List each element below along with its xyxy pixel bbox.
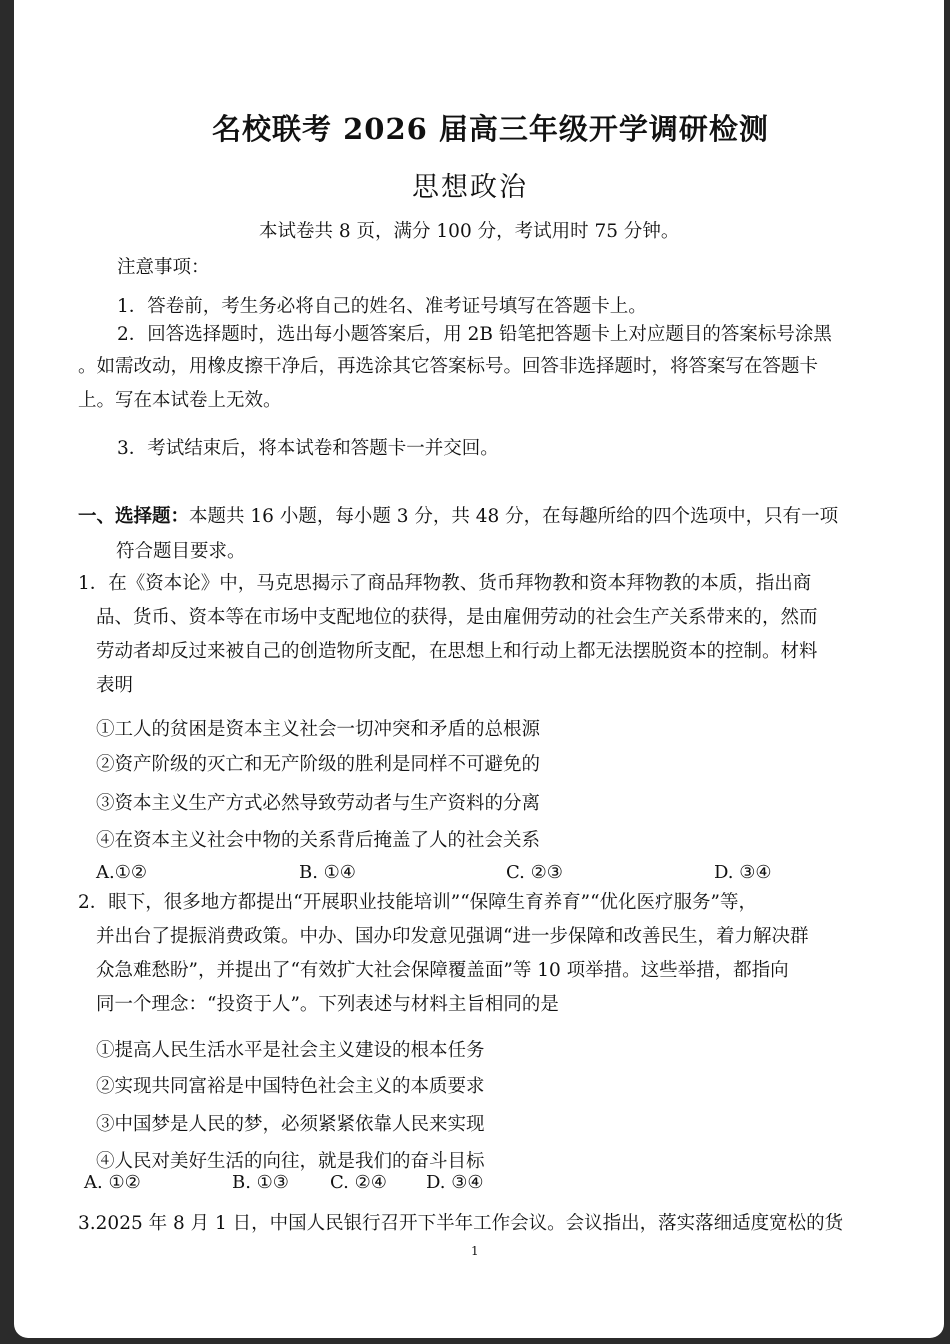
subject-title: 思想政治: [412, 172, 528, 203]
page-number: 1: [471, 1244, 479, 1258]
exam-info: 本试卷共 8 页，满分 100 分，考试用时 75 分钟。: [259, 221, 680, 242]
q1-option-a: A.①②: [96, 862, 147, 883]
q1-option-b: B. ①④: [299, 862, 356, 883]
q2-option-a: A. ①②: [84, 1172, 141, 1193]
q1-stem-line-1: 1．在《资本论》中，马克思揭示了商品拜物教、货币拜物教和资本拜物教的本质，指出商: [78, 573, 812, 594]
notice-item-2-cont: 。如需改动，用橡皮擦干净后，再选涂其它答案标号。回答非选择题时，将答案写在答题卡: [78, 356, 819, 377]
q2-stem-line-4: 同一个理念：“投资于人”。下列表述与材料主旨相同的是: [96, 994, 559, 1015]
q3-stem-line-1: 3.2025 年 8 月 1 日，中国人民银行召开下半年工作会议。会议指出，落实落细适度宽松的货: [78, 1213, 844, 1234]
notice-item-2-end: 上。写在本试卷上无效。: [78, 390, 282, 411]
q1-stem-line-3: 劳动者却反过来被自己的创造物所支配，在思想上和行动上都无法摆脱资本的控制。材料: [96, 641, 818, 662]
q1-stem-line-4: 表明: [96, 675, 134, 696]
notice-item-3: 3．考试结束后，将本试卷和答题卡一并交回。: [117, 438, 499, 459]
section-text-cont: 符合题目要求。: [116, 541, 246, 562]
section-heading: [78, 502, 838, 528]
q1-statement-3: ③资本主义生产方式必然导致劳动者与生产资料的分离: [96, 793, 541, 814]
notice-item-2: 2．回答选择题时，选出每小题答案后，用 2B 铅笔把答题卡上对应题目的答案标号涂黑: [117, 324, 832, 345]
q2-statement-4: ④人民对美好生活的向往，就是我们的奋斗目标: [96, 1151, 485, 1172]
q2-option-d: D. ③④: [426, 1172, 484, 1193]
q2-statement-1: ①提高人民生活水平是社会主义建设的根本任务: [96, 1040, 485, 1061]
q1-stem-line-2: 品、货币、资本等在市场中支配地位的获得，是由雇佣劳动的社会生产关系带来的，然而: [96, 607, 818, 628]
q2-statement-2: ②实现共同富裕是中国特色社会主义的本质要求: [96, 1076, 485, 1097]
q2-stem-line-3: 众急难愁盼”，并提出了“有效扩大社会保障覆盖面”等 10 项举措。这些举措，都指向: [96, 960, 789, 981]
q2-stem-line-2: 并出台了提振消费政策。中办、国办印发意见强调“进一步保障和改善民生，着力解决群: [96, 926, 809, 947]
q2-statement-3: ③中国梦是人民的梦，必须紧紧依靠人民来实现: [96, 1114, 485, 1135]
section-label: 一、选择题：: [78, 506, 190, 527]
exam-title: 名校联考 2026 届高三年级开学调研检测: [212, 112, 769, 146]
q2-stem-line-1: 2．眼下，很多地方都提出“开展职业技能培训”“保障生育养育”“优化医疗服务”等，: [78, 892, 758, 913]
q1-option-c: C. ②③: [506, 862, 563, 883]
q2-option-c: C. ②④: [330, 1172, 387, 1193]
q1-statement-1: ①工人的贫困是资本主义社会一切冲突和矛盾的总根源: [96, 719, 541, 740]
q1-statement-2: ②资产阶级的灭亡和无产阶级的胜利是同样不可避免的: [96, 754, 541, 775]
q1-statement-4: ④在资本主义社会中物的关系背后掩盖了人的社会关系: [96, 830, 541, 851]
q1-option-d: D. ③④: [714, 862, 772, 883]
section-text: 本题共 16 小题，每小题 3 分，共 48 分，在每趣所给的四个选项中，只有一项: [189, 506, 839, 527]
notice-heading: 注意事项：: [117, 257, 210, 278]
exam-page: [14, 0, 944, 1338]
notice-item-1: 1．答卷前，考生务必将自己的姓名、准考证号填写在答题卡上。: [117, 296, 647, 317]
q2-option-b: B. ①③: [232, 1172, 289, 1193]
